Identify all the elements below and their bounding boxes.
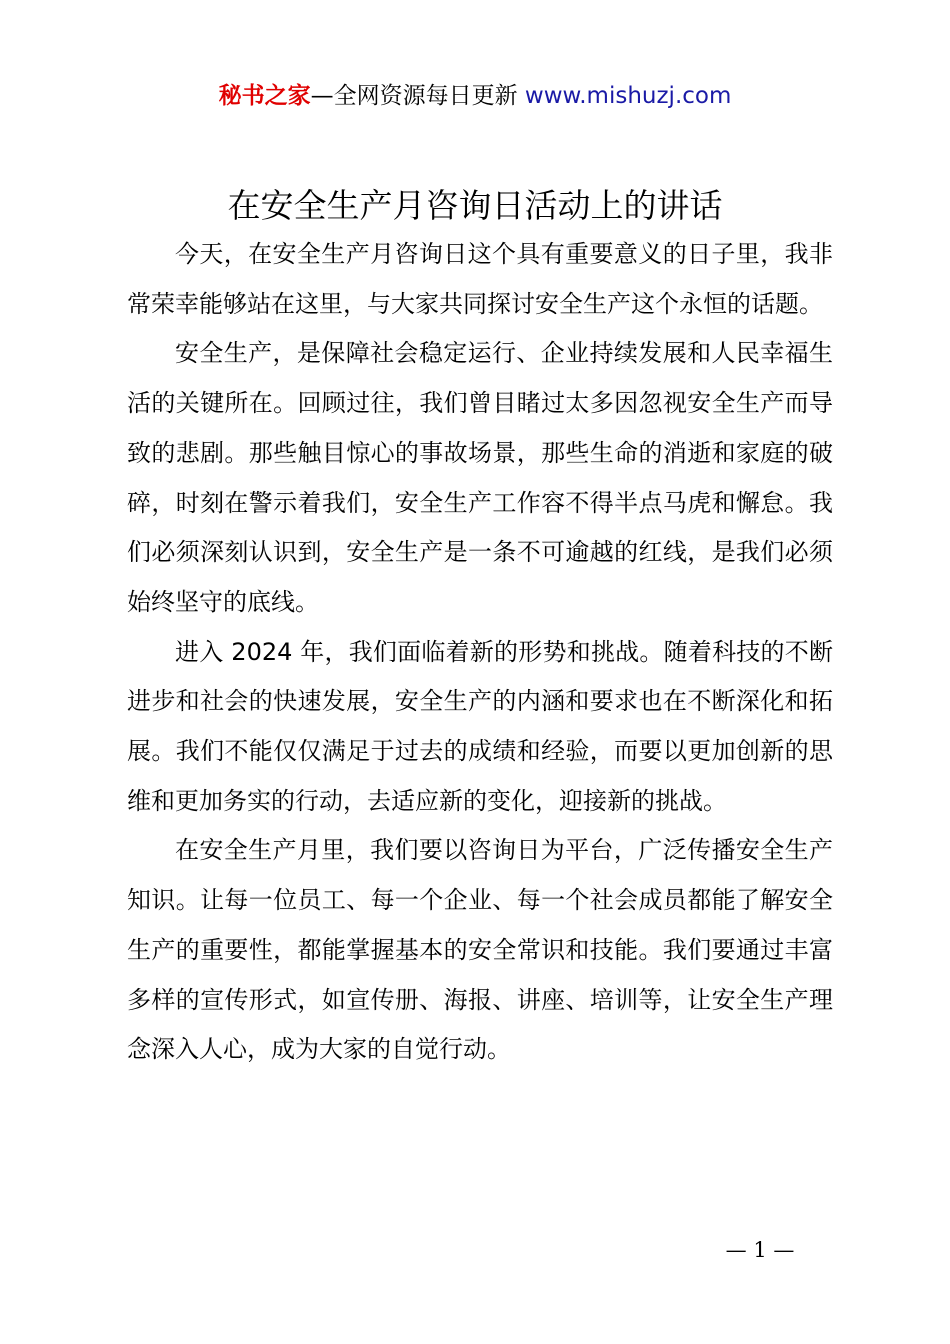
page-header (0, 80, 950, 112)
header-tagline: —全网资源每日更新 (310, 83, 525, 109)
paragraph-2: 安全生产，是保障社会稳定运行、企业持续发展和人民幸福生活的关键所在。回顾过往，我们曾目睹过太多因忽视安全生产而导致的悲剧。那些触目惊心的事故场景，那些生命的消逝和家庭的破碎，时刻在警示着我们，安全生产工作容不得半点马虎和懈怠。我们必须深刻认识到，安全生产是一条不可逾越的红线，是我们必须始终坚守的底线。 (127, 339, 833, 616)
paragraph-3: 进入 2024 年，我们面临着新的形势和挑战。随着科技的不断进步和社会的快速发展，安全生产的内涵和要求也在不断深化和拓展。我们不能仅仅满足于过去的成绩和经验，而要以更加创新的思维和更加务实的行动，去适应新的变化，迎接新的挑战。 (127, 637, 833, 815)
document-title: 在安全生产月咨询日活动上的讲话 (227, 186, 723, 225)
document-body (127, 230, 833, 1075)
site-url-link[interactable]: www.mishuzj.com (524, 83, 732, 109)
paragraph-1: 今天，在安全生产月咨询日这个具有重要意义的日子里，我非常荣幸能够站在这里，与大家共同探讨安全生产这个永恒的话题。 (127, 240, 833, 318)
page-number: — 1 — (725, 1238, 795, 1262)
brand-name: 秘书之家 (218, 83, 311, 109)
paragraph-4: 在安全生产月里，我们要以咨询日为平台，广泛传播安全生产知识。让每一位员工、每一个企业、每一个社会成员都能了解安全生产的重要性，都能掌握基本的安全常识和技能。我们要通过丰富多样的宣传形式，如宣传册、海报、讲座、培训等，让安全生产理念深入人心，成为大家的自觉行动。 (127, 836, 833, 1064)
